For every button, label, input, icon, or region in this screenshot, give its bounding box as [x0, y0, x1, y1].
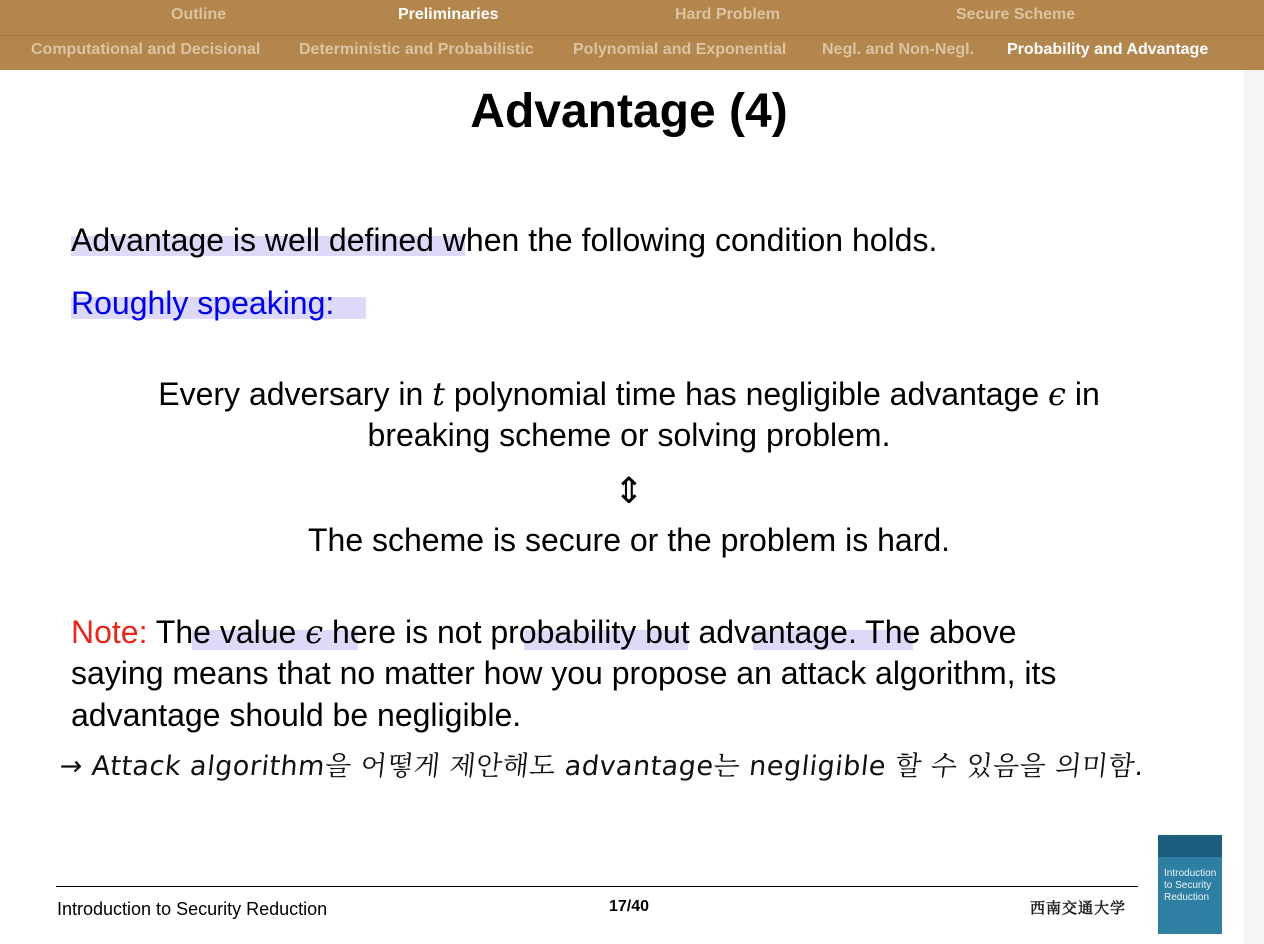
nav-divider: [0, 35, 1264, 36]
epsilon-symbol: ϵ: [305, 613, 324, 651]
stmt-text: in: [1065, 376, 1100, 412]
time-symbol-t: t: [432, 375, 445, 413]
equivalence-arrow-icon: ⇕: [613, 470, 645, 511]
roughly-speaking: Roughly speaking:: [71, 285, 335, 321]
definition-highlighted: Advantage is well defined: [71, 222, 434, 258]
footer-rule: [56, 886, 1138, 887]
note-text: The value: [147, 614, 306, 650]
subsection-nav: [0, 38, 1264, 68]
nav-section-hard-problem[interactable]: Hard Problem: [675, 6, 780, 23]
note-line-1: [71, 613, 1016, 651]
nav-sub-deterministic[interactable]: Deterministic and Probabilistic: [299, 41, 534, 58]
stmt-text: polynomial time has negligible advantage: [444, 376, 1049, 412]
note-line-2: saying means that no matter how you propose an attack algorithm, its: [71, 655, 1057, 691]
definition-line: [71, 222, 937, 259]
nav-section-secure-scheme[interactable]: Secure Scheme: [956, 6, 1076, 23]
statement-line-1: [0, 375, 1258, 413]
handwritten-annotation: → Attack algorithm을 어떻게 제안해도 advantage는 negligible 할 수 있음을 의미함.: [58, 751, 1146, 782]
note-text: here is not probability but advantage. The above: [323, 614, 1017, 650]
definition-rest: when the following condition holds.: [433, 222, 938, 258]
stmt-text: Every adversary in: [158, 376, 433, 412]
nav-section-outline[interactable]: Outline: [171, 6, 227, 23]
book-cover-title: Introduction to Security Reduction: [1164, 868, 1217, 903]
book-cover-image: [1158, 835, 1222, 934]
note-label: Note:: [71, 614, 148, 650]
nav-sub-computational[interactable]: Computational and Decisional: [31, 41, 261, 58]
university-logo: 西南交通大学: [1030, 899, 1127, 917]
page-number: 17/40: [609, 898, 650, 915]
statement-line-2: breaking scheme or solving problem.: [367, 417, 891, 453]
nav-sub-negligible[interactable]: Negl. and Non-Negl.: [822, 41, 974, 58]
nav-section-preliminaries[interactable]: Preliminaries: [398, 6, 499, 23]
section-nav: [0, 0, 1264, 30]
book-cover-band: [1158, 835, 1222, 857]
footer-title: Introduction to Security Reduction: [57, 899, 328, 919]
nav-sub-polynomial[interactable]: Polynomial and Exponential: [573, 41, 787, 58]
statement-line-3: The scheme is secure or the problem is hard.: [307, 522, 951, 558]
nav-sub-probability-advantage[interactable]: Probability and Advantage: [1007, 41, 1209, 58]
slide-title: Advantage (4): [470, 85, 788, 138]
note-line-3: advantage should be negligible.: [71, 697, 522, 733]
epsilon-symbol: ϵ: [1048, 375, 1066, 413]
navigation-bar: [0, 0, 1264, 70]
